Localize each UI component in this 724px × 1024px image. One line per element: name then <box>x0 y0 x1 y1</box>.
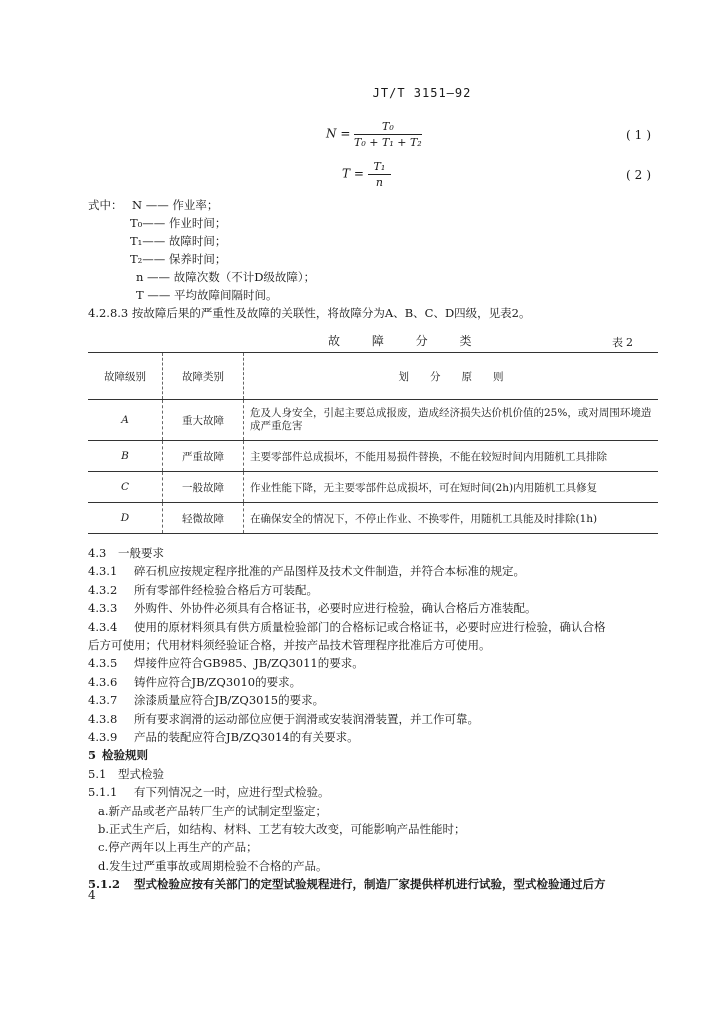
section-text: 型式检验 <box>118 766 164 781</box>
fault-level: A <box>88 400 163 441</box>
section-line <box>88 637 491 653</box>
section-line <box>88 582 318 598</box>
definitions-intro: 式中： <box>88 198 123 212</box>
clause-4-2-8-3: 4.2.8.3 按故障后果的严重性及故障的关联性，将故障分为A、B、C、D四级，见表2。 <box>88 306 531 320</box>
section-text: 检验规则 <box>102 748 148 763</box>
fault-classification-table <box>88 352 658 534</box>
equation-2-fraction <box>368 160 392 189</box>
fault-level: D <box>88 503 163 534</box>
section-text: 外购件、外协件必须具有合格证书，必要时应进行检验，确认合格后方准装配。 <box>134 601 537 616</box>
equation-2-lhs: T = <box>342 166 364 181</box>
section-number: 4.3.6 <box>88 674 118 689</box>
section-text: 所有零部件经检验合格后方可装配。 <box>134 582 318 597</box>
section-number: 4.3.8 <box>88 711 118 726</box>
fault-rule: 作业性能下降，无主要零部件总成损坏，可在短时间(2h)内用随机工具修复 <box>244 472 659 503</box>
fault-rule: 主要零部件总成损坏，不能用易损件替换，不能在较短时间内用随机工具排除 <box>244 441 659 472</box>
section-text: 使用的原材料须具有供方质量检验部门的合格标记或合格证书，必要时应进行检验，确认合格 <box>134 619 606 634</box>
equation-1 <box>326 120 422 149</box>
section-line <box>88 674 301 690</box>
section-line <box>88 729 359 745</box>
table-row <box>88 400 658 441</box>
section-number: 5.1.1 <box>88 785 118 800</box>
table-header-cell: 划 分 原 则 <box>244 353 659 400</box>
section-number: 4.3.1 <box>88 564 118 579</box>
section-line <box>88 655 364 671</box>
table-row <box>88 472 658 503</box>
definition-item: T —— 平均故障间隔时间。 <box>136 288 278 302</box>
section-number: 5.1.2 <box>88 877 121 892</box>
section-line <box>88 876 606 892</box>
section-number: 4.3.4 <box>88 619 118 634</box>
table-header-cell: 故障级别 <box>88 353 163 400</box>
section-text: 型式检验应按有关部门的定型试验规程进行，制造厂家提供样机进行试验，型式检验通过后方 <box>134 877 606 892</box>
section-line <box>98 858 328 874</box>
section-line <box>88 619 606 635</box>
section-text: 后方可使用；代用材料须经验证合格，并按产品技术管理程序批准后方可使用。 <box>88 638 491 652</box>
section-number: 4.3.5 <box>88 656 118 671</box>
equation-1-lhs: N = <box>326 126 351 141</box>
section-number: 4.3.3 <box>88 601 118 616</box>
section-line <box>88 766 164 782</box>
section-line <box>98 839 258 855</box>
table-header-cell: 故障类别 <box>163 353 244 400</box>
section-line <box>88 711 479 727</box>
page-number: 4 <box>88 888 96 902</box>
section-line <box>88 692 324 708</box>
section-line <box>88 563 525 579</box>
section-line <box>88 545 164 561</box>
section-number: 5.1 <box>88 766 107 781</box>
section-line <box>88 747 148 763</box>
equation-2 <box>342 160 391 189</box>
table-row <box>88 503 658 534</box>
table-header-row <box>88 353 658 400</box>
equation-1-number: (1) <box>626 128 655 142</box>
section-text: 碎石机应按规定程序批准的产品图样及技术文件制造，并符合本标准的规定。 <box>134 564 525 579</box>
section-line <box>88 784 330 800</box>
fault-level: C <box>88 472 163 503</box>
section-number: 5 <box>88 748 97 763</box>
equation-2-numerator: T₁ <box>368 160 392 175</box>
equation-1-fraction <box>354 120 422 149</box>
section-line <box>98 803 327 819</box>
fault-level: B <box>88 441 163 472</box>
section-text: 涂漆质量应符合JB/ZQ3015的要求。 <box>134 693 325 708</box>
fault-type: 一般故障 <box>163 472 244 503</box>
section-text: c.停产两年以上再生产的产品； <box>98 840 258 855</box>
section-text: a.新产品或老产品转厂生产的试制定型鉴定； <box>98 803 328 818</box>
section-number: 4.3 <box>88 546 107 560</box>
section-text: d.发生过严重事故或周期检验不合格的产品。 <box>98 858 328 873</box>
definition-item: n —— 故障次数（不计D级故障）； <box>136 270 316 284</box>
page-header: JT/T 3151—92 <box>372 86 472 100</box>
section-text: b.正式生产后，如结构、材料、工艺有较大改变，可能影响产品性能时； <box>98 822 466 836</box>
section-number: 4.3.7 <box>88 693 118 708</box>
definition-item: T₀—— 作业时间； <box>130 216 227 230</box>
section-text: 产品的装配应符合JB/ZQ3014的有关要求。 <box>134 730 359 744</box>
table-row <box>88 441 658 472</box>
equation-1-denominator: T₀ + T₁ + T₂ <box>354 136 422 149</box>
section-text: 有下列情况之一时，应进行型式检验。 <box>134 785 330 800</box>
section-number: 4.3.2 <box>88 582 118 597</box>
fault-type: 轻微故障 <box>163 503 244 534</box>
section-text: 所有要求润滑的运动部位应便于润滑或安装润滑装置，并工作可靠。 <box>134 711 479 726</box>
equation-1-numerator: T₀ <box>354 120 422 135</box>
definition-item: T₂—— 保养时间； <box>130 252 227 266</box>
section-text: 一般要求 <box>118 546 164 560</box>
equation-2-number: (2) <box>626 168 655 182</box>
section-text: 焊接件应符合GB985、JB/ZQ3011的要求。 <box>134 656 364 671</box>
section-number: 4.3.9 <box>88 730 118 744</box>
section-line <box>88 600 537 616</box>
table-caption: 故 障 分 类 <box>328 334 486 348</box>
table-number: 表2 <box>612 336 636 349</box>
fault-type: 严重故障 <box>163 441 244 472</box>
fault-type: 重大故障 <box>163 400 244 441</box>
fault-rule: 危及人身安全，引起主要总成报废，造成经济损失达价机价值的25%，或对周围环境造成严重危害 <box>244 400 659 441</box>
definition-item: N —— 作业率； <box>132 198 219 212</box>
definition-item: T₁—— 故障时间； <box>130 234 227 248</box>
fault-rule: 在确保安全的情况下，不停止作业、不换零件，用随机工具能及时排除(1h) <box>244 503 659 534</box>
section-text: 铸件应符合JB/ZQ3010的要求。 <box>134 674 302 689</box>
equation-2-denominator: n <box>375 176 383 189</box>
section-line <box>98 821 466 837</box>
